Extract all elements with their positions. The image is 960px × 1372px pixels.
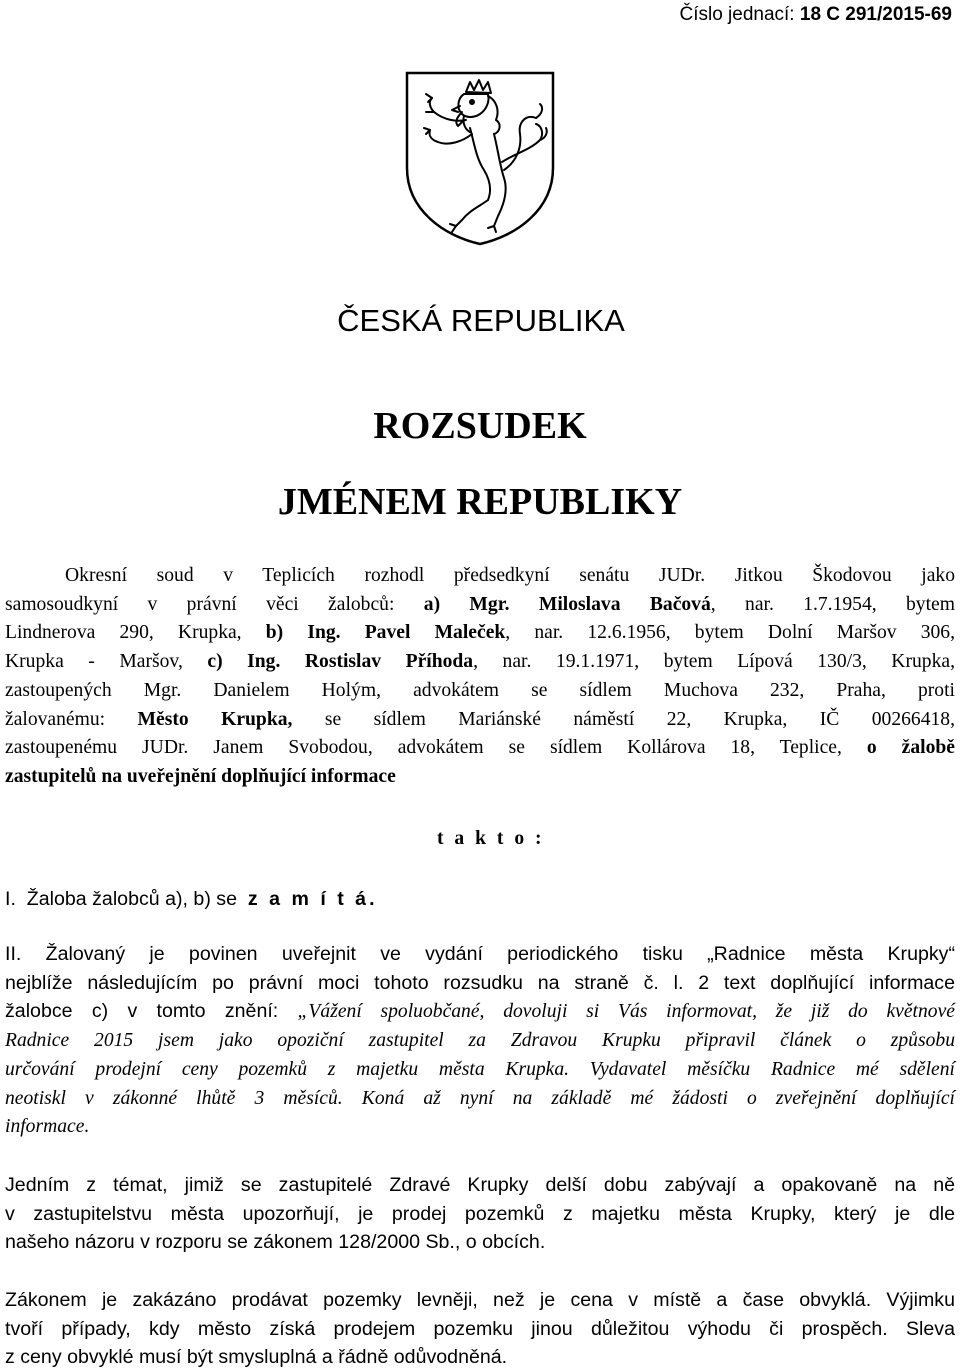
verdict-number: I. [5, 888, 16, 910]
intro-line: Okresní soud v Teplicích rozhodl předsedkyní senátu JUDr. Jitkou Škodovou jako [65, 565, 955, 586]
paragraph-line: tvoří případy, kdy město získá prodejem pozemku jinou důležitou výhodu či prospěch. Sleva [5, 1317, 955, 1340]
case-number-value: 18 C 291/2015-69 [799, 4, 952, 25]
document-title: ROZSUDEK [373, 405, 587, 447]
case-number-label: Číslo jednací: [679, 4, 795, 25]
paragraph-4 [5, 1286, 955, 1372]
intro-line: zastupitelů na uveřejnění doplňující informace [5, 765, 396, 787]
czech-lion-coat-of-arms-icon [404, 70, 556, 246]
paragraph-line: z ceny obvyklé musí být smysluplná a řádně odůvodněná. [5, 1346, 508, 1369]
verdict-item-2 [5, 940, 955, 1142]
paragraph-line: Zákonem je zakázáno prodávat pozemky levněji, než je cena v místě a čase obvyklá. Výjimku [5, 1289, 955, 1311]
case-number-header [679, 4, 952, 26]
verdict-line: II. Žalovaný je povinen uveřejnit ve vydání periodického tisku „Radnice města Krupky“ [5, 943, 955, 965]
document-subtitle: JMÉNEM REPUBLIKY [277, 481, 683, 523]
verdict-heading: t a k t o : [437, 828, 545, 849]
verdict-line: neotiskl v zákonné lhůtě 3 měsíců. Koná až nyní na základě mé žádosti o zveřejnění doplňující [5, 1087, 955, 1109]
verdict-text: Žaloba žalobců a), b) se [26, 888, 237, 910]
intro-line: zastoupených Mgr. Danielem Holým, advokátem se sídlem Muchova 232, Praha, proti [5, 679, 955, 701]
paragraph-line: našeho názoru v rozporu se zákonem 128/2000 Sb., o obcích. [5, 1231, 546, 1254]
intro-line: Krupka - Maršov, c) Ing. Rostislav Příhoda, nar. 19.1.1971, bytem Lípová 130/3, Krupka, [5, 651, 955, 673]
intro-line: samosoudkyní v právní věci žalobců: a) Mgr. Miloslava Bačová, nar. 1.7.1954, bytem [5, 593, 955, 615]
paragraph-3 [5, 1171, 955, 1257]
verdict-emphasis: z a m í t á. [247, 888, 378, 910]
verdict-line: žalobce c) v tomto znění: „Vážení spoluobčané, dovoluji si Vás informovat, že již do květnové [5, 1000, 955, 1023]
verdict-line: informace. [5, 1116, 90, 1138]
intro-paragraph [5, 562, 955, 792]
paragraph-line: v zastupitelstvu města upozorňují, je prodej pozemků z majetku města Krupky, který je dle [5, 1202, 955, 1225]
verdict-line: Radnice 2015 jsem jako opoziční zastupitel za Zdravou Krupku připravil článek o způsobu [5, 1030, 955, 1052]
intro-line: žalovanému: Město Krupka, se sídlem Mariánské náměstí 22, Krupka, IČ 00266418, [5, 708, 956, 730]
intro-line: Lindnerova 290, Krupka, b) Ing. Pavel Maleček, nar. 12.6.1956, bytem Dolní Maršov 306, [5, 622, 956, 644]
verdict-item-1 [5, 888, 378, 911]
intro-line: zastoupenému JUDr. Janem Svobodou, advokátem se sídlem Kollárova 18, Teplice, o žalobě [5, 737, 955, 759]
verdict-line: nejblíže následujícím po právní moci tohoto rozsudku na straně č. l. 2 text doplňující informace [5, 971, 955, 994]
verdict-line: určování prodejní ceny pozemků z majetku města Krupka. Vydavatel měsíčku Radnice mé sdělení [5, 1058, 955, 1080]
state-name: ČESKÁ REPUBLIKA [337, 303, 625, 338]
paragraph-line: Jedním z témat, jimiž se zastupitelé Zdravé Krupky delší dobu zabývají a opakovaně na ně [5, 1174, 955, 1196]
